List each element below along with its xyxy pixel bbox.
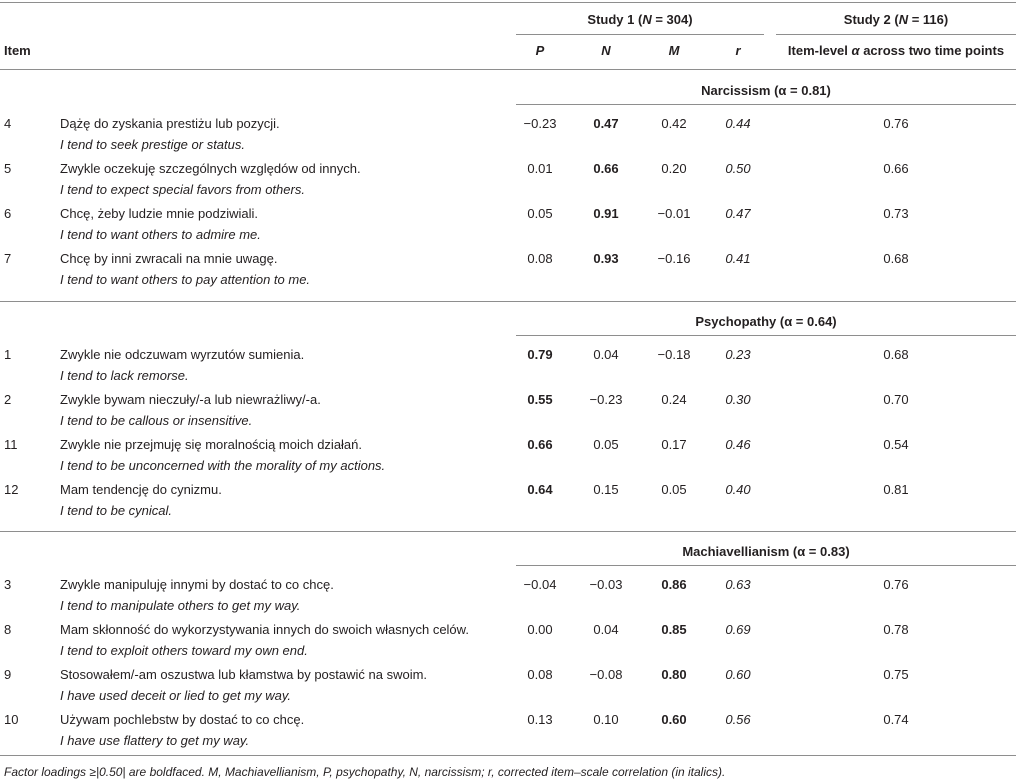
item-text-polish: Zwykle bywam nieczuły/-a lub niewrażliwy/-a. — [60, 392, 321, 407]
item-scale-correlation: 0.44 — [725, 116, 751, 131]
footnote: Factor loadings ≥|0.50| are boldfaced. M, Machiavellianism, P, psychopathy, N, narcissism; r, corrected item–scale correlation (in italics). — [4, 765, 726, 779]
loading-m: 0.05 — [661, 482, 687, 497]
item-level-alpha: 0.74 — [883, 712, 909, 727]
loading-n: −0.08 — [589, 667, 623, 682]
loading-n: 0.91 — [593, 206, 619, 221]
loading-p: 0.79 — [527, 347, 553, 362]
item-scale-correlation: 0.23 — [725, 347, 751, 362]
loading-m: 0.24 — [661, 392, 687, 407]
loading-m: 0.17 — [661, 437, 687, 452]
item-text-polish: Stosowałem/-am oszustwa lub kłamstwa by postawić na swoim. — [60, 667, 428, 682]
item-level-alpha: 0.68 — [883, 347, 909, 362]
loading-n: 0.15 — [593, 482, 619, 497]
item-number: 11 — [4, 437, 18, 452]
item-text-english: I have use flattery to get my way. — [60, 733, 250, 748]
item-number: 5 — [4, 161, 12, 176]
item-scale-correlation: 0.69 — [725, 622, 751, 637]
col-r-header: r — [735, 43, 741, 58]
item-number: 9 — [4, 667, 12, 682]
loading-m: 0.42 — [661, 116, 687, 131]
loading-p: 0.01 — [527, 161, 553, 176]
item-number: 12 — [4, 482, 19, 497]
loading-p: −0.23 — [523, 116, 557, 131]
section-separator — [0, 301, 1016, 302]
item-text-english: I tend to expect special favors from others. — [60, 182, 305, 197]
loading-m: 0.80 — [661, 667, 687, 682]
item-scale-correlation: 0.30 — [725, 392, 751, 407]
item-text-polish: Mam skłonność do wykorzystywania innych do swoich własnych celów. — [60, 622, 469, 637]
loading-p: 0.13 — [527, 712, 553, 727]
section-separator — [0, 531, 1016, 532]
loading-p: 0.64 — [527, 482, 553, 497]
item-level-alpha: 0.81 — [883, 482, 909, 497]
loading-m: 0.20 — [661, 161, 687, 176]
loading-n: 0.10 — [593, 712, 619, 727]
item-number: 3 — [4, 577, 12, 592]
item-number: 4 — [4, 116, 12, 131]
col-m-header: M — [668, 43, 680, 58]
item-level-alpha: 0.73 — [883, 206, 909, 221]
item-level-alpha: 0.75 — [883, 667, 909, 682]
item-scale-correlation: 0.63 — [725, 577, 751, 592]
item-scale-correlation: 0.56 — [725, 712, 751, 727]
item-scale-correlation: 0.50 — [725, 161, 751, 176]
loading-n: 0.05 — [593, 437, 619, 452]
item-text-polish: Chcę by inni zwracali na mnie uwagę. — [60, 251, 278, 266]
loading-m: 0.86 — [661, 577, 687, 592]
item-level-alpha: 0.66 — [883, 161, 909, 176]
item-text-polish: Zwykle nie odczuwam wyrzutów sumienia. — [60, 347, 305, 362]
item-number: 2 — [4, 392, 12, 407]
loading-p: 0.55 — [527, 392, 553, 407]
col-n-header: N — [601, 43, 611, 58]
header-rule — [0, 69, 1016, 70]
loading-p: 0.08 — [527, 251, 553, 266]
loading-p: 0.05 — [527, 206, 553, 221]
item-text-polish: Zwykle manipuluję innymi by dostać to co chcę. — [60, 577, 334, 592]
item-text-polish: Dążę do zyskania prestiżu lub pozycji. — [60, 116, 280, 131]
item-number: 7 — [4, 251, 12, 266]
loading-p: 0.66 — [527, 437, 553, 452]
item-text-english: I tend to be unconcerned with the morality of my actions. — [60, 458, 386, 473]
col-alpha-header: Item-level α across two time points — [787, 43, 1005, 58]
loading-m: 0.85 — [661, 622, 687, 637]
loading-m: −0.01 — [657, 206, 691, 221]
item-text-polish: Chcę, żeby ludzie mnie podziwiali. — [60, 206, 258, 221]
top-rule — [0, 2, 1016, 3]
loading-p: 0.00 — [527, 622, 553, 637]
item-scale-correlation: 0.40 — [725, 482, 751, 497]
item-text-polish: Mam tendencję do cynizmu. — [60, 482, 222, 497]
loading-m: −0.18 — [657, 347, 691, 362]
item-text-english: I tend to seek prestige or status. — [60, 137, 245, 152]
item-level-alpha: 0.70 — [883, 392, 909, 407]
section-rule — [516, 565, 1016, 566]
item-level-alpha: 0.78 — [883, 622, 909, 637]
loading-p: 0.08 — [527, 667, 553, 682]
section-rule — [516, 104, 1016, 105]
loading-n: 0.04 — [593, 622, 619, 637]
item-text-english: I tend to want others to pay attention to me. — [60, 272, 311, 287]
study1-header: Study 1 (N = 304) — [587, 12, 693, 27]
item-header: Item — [4, 43, 31, 58]
item-text-english: I tend to want others to admire me. — [60, 227, 261, 242]
item-text-english: I tend to be callous or insensitive. — [60, 413, 253, 428]
item-text-polish: Zwykle oczekuję szczególnych względów od innych. — [60, 161, 361, 176]
item-number: 8 — [4, 622, 12, 637]
item-number: 6 — [4, 206, 12, 221]
section-title: Narcissism (α = 0.81) — [701, 83, 831, 98]
section-rule — [516, 335, 1016, 336]
loading-n: 0.04 — [593, 347, 619, 362]
study2-rule — [776, 34, 1016, 35]
study2-header: Study 2 (N = 116) — [843, 12, 949, 27]
loading-p: −0.04 — [523, 577, 557, 592]
item-text-polish: Używam pochlebstw by dostać to co chcę. — [60, 712, 305, 727]
loading-n: 0.93 — [593, 251, 619, 266]
loading-n: −0.03 — [589, 577, 623, 592]
item-text-english: I tend to lack remorse. — [60, 368, 189, 383]
item-text-polish: Zwykle nie przejmuję się moralnością moich działań. — [60, 437, 363, 452]
loading-m: −0.16 — [657, 251, 691, 266]
item-text-english: I tend to manipulate others to get my way. — [60, 598, 301, 613]
section-title: Psychopathy (α = 0.64) — [695, 314, 837, 329]
item-number: 1 — [4, 347, 12, 362]
col-p-header: P — [535, 43, 545, 58]
item-scale-correlation: 0.46 — [725, 437, 751, 452]
item-scale-correlation: 0.41 — [725, 251, 751, 266]
item-level-alpha: 0.68 — [883, 251, 909, 266]
item-number: 10 — [4, 712, 19, 727]
loading-n: 0.47 — [593, 116, 619, 131]
bottom-rule — [0, 755, 1016, 756]
item-level-alpha: 0.76 — [883, 577, 909, 592]
loading-m: 0.60 — [661, 712, 687, 727]
item-level-alpha: 0.54 — [883, 437, 909, 452]
item-text-english: I tend to be cynical. — [60, 503, 173, 518]
item-level-alpha: 0.76 — [883, 116, 909, 131]
study1-rule — [516, 34, 764, 35]
item-scale-correlation: 0.47 — [725, 206, 751, 221]
item-text-english: I tend to exploit others toward my own end. — [60, 643, 308, 658]
loading-n: 0.66 — [593, 161, 619, 176]
loading-n: −0.23 — [589, 392, 623, 407]
item-scale-correlation: 0.60 — [725, 667, 751, 682]
section-title: Machiavellianism (α = 0.83) — [682, 544, 850, 559]
item-text-english: I have used deceit or lied to get my way. — [60, 688, 291, 703]
